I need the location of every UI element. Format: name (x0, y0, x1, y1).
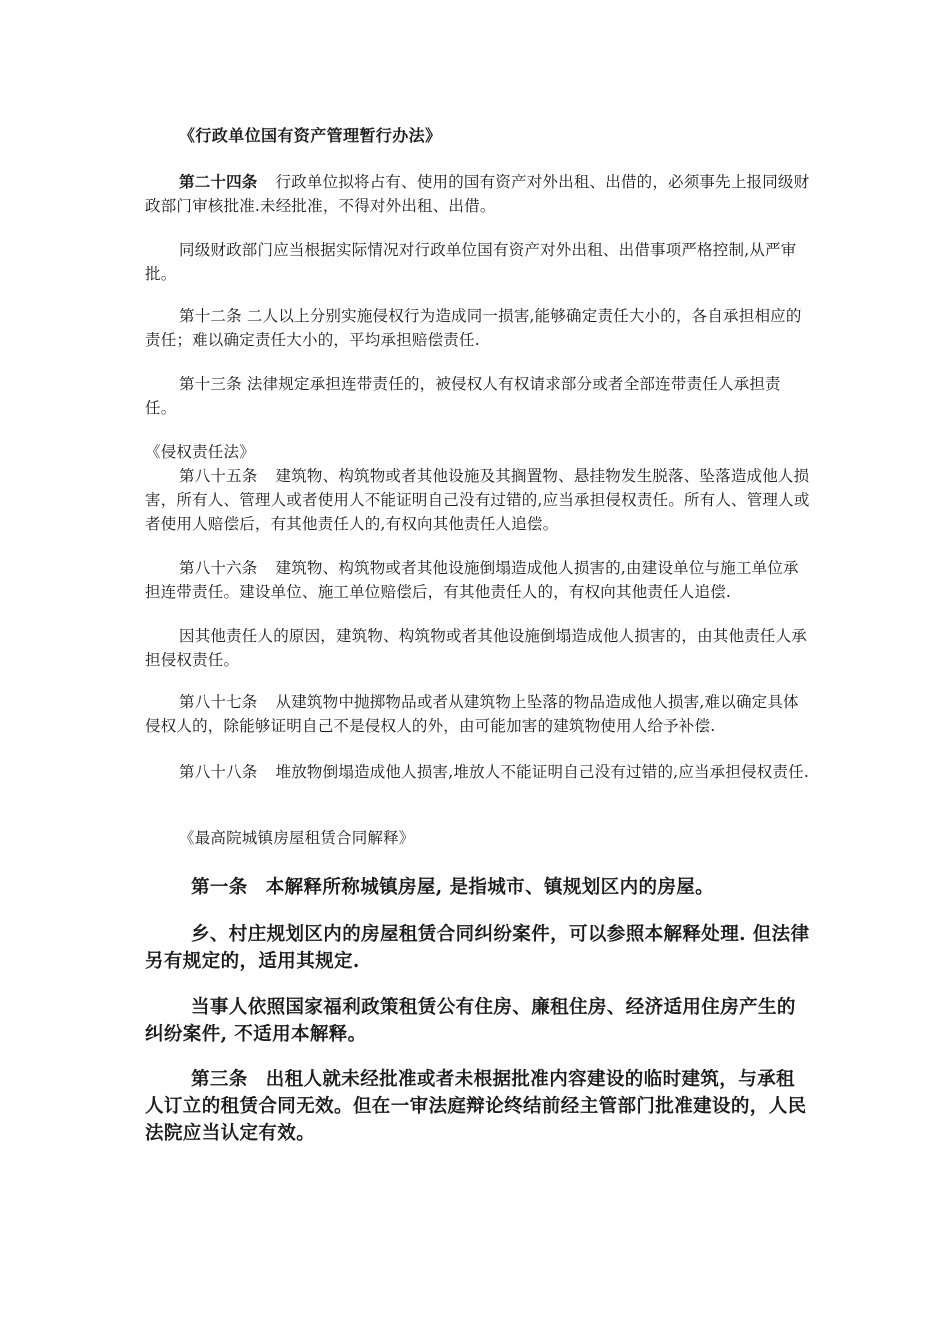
paragraph-article-1 (145, 874, 810, 901)
paragraph-article-87 (145, 690, 810, 738)
article-number: 第一条 (191, 877, 248, 898)
paragraph-public-housing-exclusion: 当事人依照国家福利政策租赁公有住房、廉租住房、经济适用住房产生的纠纷案件, 不适用本解释。 (145, 997, 796, 1045)
paragraph-article-24 (145, 170, 810, 218)
paragraph-article-3 (145, 1066, 810, 1147)
paragraph-article-85 (145, 464, 810, 536)
article-number: 第八十八条 (179, 763, 258, 781)
heading-administrative-assets-measures: 《行政单位国有资产管理暂行办法》 (179, 126, 442, 145)
paragraph-finance-approval: 同级财政部门应当根据实际情况对行政单位国有资产对外出租、出借事项严格控制,从严审批。 (145, 241, 797, 283)
article-number: 第三条 (191, 1069, 248, 1090)
article-text: 本解释所称城镇房屋, 是指城市、镇规划区内的房屋。 (265, 877, 715, 898)
paragraph-article-86 (145, 556, 810, 604)
paragraph-other-responsible-party: 因其他责任人的原因，建筑物、构筑物或者其他设施倒塌造成他人损害的，由其他责任人承担侵权责任。 (145, 627, 808, 669)
article-number: 第八十六条 (179, 559, 258, 577)
article-number: 第八十七条 (179, 693, 258, 711)
article-text: 建筑物、构筑物或者其他设施倒塌造成他人损害的,由建设单位与施工单位承担连带责任。建设单位、施工单位赔偿后，有其他责任人的，有权向其他责任人追偿. (145, 559, 799, 601)
paragraph-article-88 (145, 760, 810, 784)
paragraph-rural-lease-cases: 乡、村庄规划区内的房屋租赁合同纠纷案件，可以参照本解释处理. 但法律另有规定的，适用其规定. (145, 924, 810, 972)
article-text: 建筑物、构筑物或者其他设施及其搁置物、悬挂物发生脱落、坠落造成他人损害，所有人、管理人或者使用人不能证明自己没有过错的,应当承担侵权责任。所有人、管理人或者使用人赔偿后，有其他责任人的,有权向其他责任人追偿。 (145, 467, 810, 533)
article-text: 行政单位拟将占有、使用的国有资产对外出租、出借的，必须事先上报同级财政部门审核批准.未经批准，不得对外出租、出借。 (145, 173, 810, 215)
heading-supreme-court-lease-interpretation: 《最高院城镇房屋租赁合同解释》 (179, 829, 415, 847)
paragraph-article-12: 第十二条 二人以上分别实施侵权行为造成同一损害,能够确定责任大小的，各自承担相应的责任；难以确定责任大小的，平均承担赔偿责任. (145, 307, 802, 349)
article-text: 从建筑物中抛掷物品或者从建筑物上坠落的物品造成他人损害,难以确定具体侵权人的，除能够证明自己不是侵权人的外，由可能加害的建筑物使用人给予补偿. (145, 693, 799, 735)
article-number: 第八十五条 (179, 467, 258, 485)
article-number: 第二十四条 (179, 172, 258, 191)
heading-tort-law: 《侵权责任法》 (145, 443, 255, 461)
article-text: 堆放物倒塌造成他人损害,堆放人不能证明自己没有过错的,应当承担侵权责任. (275, 763, 809, 781)
paragraph-article-13: 第十三条 法律规定承担连带责任的，被侵权人有权请求部分或者全部连带责任人承担责任。 (145, 375, 781, 417)
article-text: 出租人就未经批准或者未根据批准内容建设的临时建筑，与承租人订立的租赁合同无效。但在一审法庭辩论终结前经主管部门批准建设的，人民法院应当认定有效。 (145, 1069, 807, 1144)
